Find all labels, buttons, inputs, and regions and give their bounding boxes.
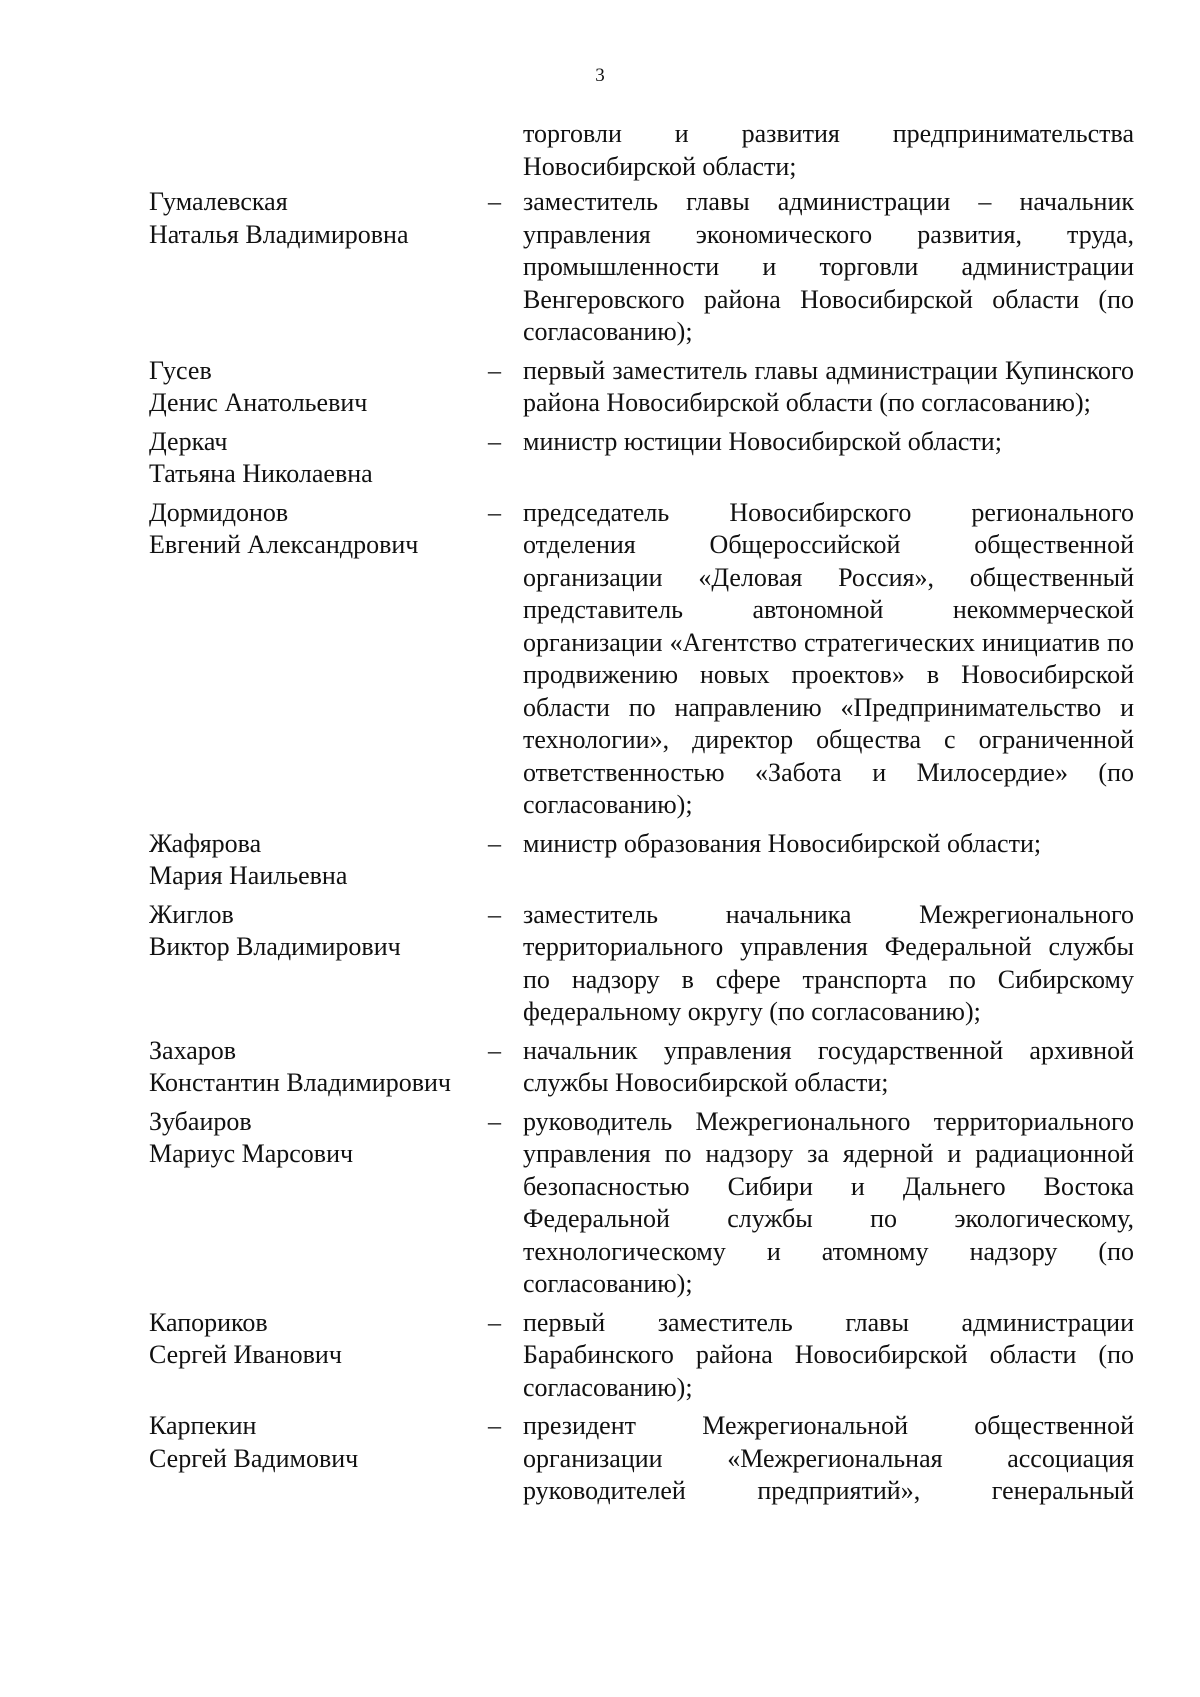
member-entry [149, 1106, 1134, 1301]
member-dash: – [488, 1411, 501, 1440]
member-dash: – [488, 497, 501, 527]
member-surname: Захаров [149, 1035, 237, 1065]
members-list [149, 186, 1134, 1514]
member-surname: Жафярова [149, 828, 262, 858]
member-position: первый заместитель главы администрации Барабинского района Новосибирской области (по согласованию); [523, 1307, 1134, 1402]
member-surname: Гумалевская [149, 187, 288, 216]
member-name [149, 899, 488, 964]
member-surname: Гусев [149, 355, 212, 385]
member-position: председатель Новосибирского регионального отделения Общероссийской общественной организации «Деловая Россия», общественный представитель автономной некоммерческой организации «Агентство стратегических инициатив по продвижению новых проектов» в Новосибирской области по направлению «Предпринимательство и технологии», директор общества с ограниченной ответственностью «Забота и Милосердие» (по согласованию); [523, 497, 1134, 819]
member-position: заместитель главы администрации – начальник управления экономического развития, труда, промышленности и торговли администрации Венгеровского района Новосибирской области (по согласованию); [523, 187, 1134, 346]
member-entry [149, 1410, 1134, 1508]
member-given-names: Виктор Владимирович [149, 932, 401, 961]
member-position: руководитель Межрегионального территориального управления по надзору за ядерной и радиационной безопасностью Сибири и Дальнего Востока Федеральной службы по экологическому, технологическому и атомному надзору (по согласованию); [523, 1106, 1134, 1298]
member-given-names: Константин Владимирович [149, 1068, 451, 1097]
member-position: министр юстиции Новосибирской области; [523, 426, 1002, 456]
member-dash: – [488, 187, 501, 216]
page-number: 3 [595, 65, 605, 86]
member-given-names: Татьяна Николаевна [149, 459, 373, 488]
member-dash: – [488, 426, 501, 456]
member-given-names: Мария Наильевна [149, 861, 348, 890]
continuation-text: торговли и развития предпринимательства Новосибирской области; [523, 119, 1134, 181]
member-entry [149, 186, 1134, 349]
member-position: президент Межрегиональной общественной организации «Межрегиональная ассоциация руководителей предприятий», генеральный [523, 1411, 1134, 1505]
member-entry [149, 1307, 1134, 1405]
member-position: начальник управления государственной архивной службы Новосибирской области; [523, 1035, 1134, 1097]
member-given-names: Сергей Вадимович [149, 1443, 359, 1473]
member-position: первый заместитель главы администрации Купинского района Новосибирской области (по согласованию); [523, 355, 1134, 417]
member-surname: Дормидонов [149, 497, 289, 527]
member-surname: Жиглов [149, 899, 234, 929]
member-name [149, 355, 488, 420]
member-entry [149, 828, 1134, 893]
member-entry [149, 355, 1134, 420]
member-dash: – [488, 1106, 501, 1136]
member-name [149, 186, 488, 251]
member-name [149, 828, 488, 893]
member-name [149, 1307, 488, 1372]
member-name [149, 497, 488, 562]
member-dash: – [488, 899, 501, 929]
member-name [149, 426, 488, 491]
member-entry [149, 426, 1134, 491]
member-dash: – [488, 1035, 501, 1065]
member-name [149, 1410, 488, 1475]
member-name [149, 1106, 488, 1171]
member-position: министр образования Новосибирской области; [523, 828, 1042, 858]
member-given-names: Евгений Александрович [149, 530, 419, 559]
member-dash: – [488, 828, 501, 858]
member-given-names: Наталья Владимировна [149, 219, 409, 249]
member-position: заместитель начальника Межрегионального территориального управления Федеральной службы по надзору в сфере транспорта по Сибирскому федеральному округу (по согласованию); [523, 899, 1134, 1026]
member-entry [149, 497, 1134, 822]
member-dash: – [488, 1307, 501, 1337]
member-surname: Зубаиров [149, 1106, 252, 1136]
member-given-names: Сергей Иванович [149, 1340, 342, 1369]
member-entry [149, 1035, 1134, 1100]
member-dash: – [488, 355, 501, 385]
member-surname: Капориков [149, 1307, 268, 1337]
member-given-names: Денис Анатольевич [149, 388, 368, 417]
member-surname: Карпекин [149, 1411, 257, 1440]
member-entry [149, 899, 1134, 1029]
member-surname: Деркач [149, 426, 228, 456]
member-name [149, 1035, 488, 1100]
member-given-names: Мариус Марсович [149, 1139, 354, 1168]
